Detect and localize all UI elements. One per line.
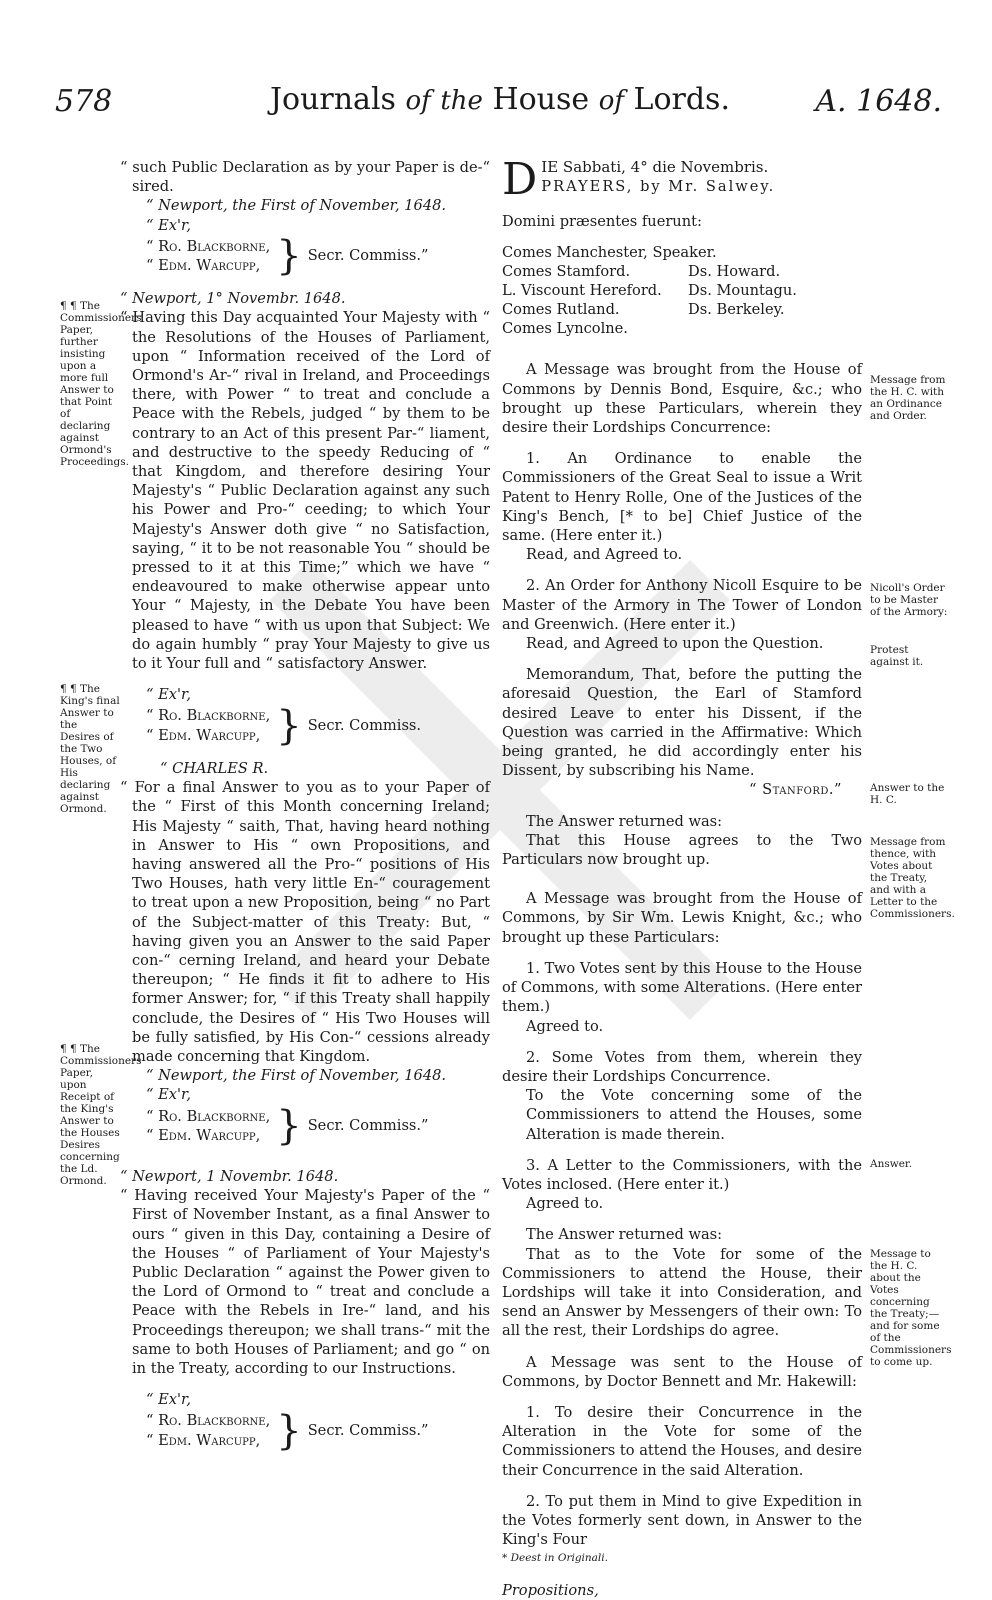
spacer (502, 1569, 862, 1581)
paragraph: “ For a final Answer to you as to your Paper of the “ First of this Month concerning Ireland; His Majesty “ saith, That, having heard nothing in Answer to His “ own Propositions, and having answered all the Pro-“ positions of His Two Houses, hath very little En-“ couragement to treat upon a new Proposition, being “ no Part of the Subject-matter of this Treaty: But, “ having given you an Answer to the said Paper con-“ cerning Ireland, and heard your Debate thereupon; “ He finds it fit to adhere to His former Answer; for, “ if this Treaty shall happily conclude, the Desires of “ His Two Houses will be fully satisfied, by His Con-“ cessions already made concerning that Kingdom. (120, 779, 490, 1065)
paragraph: 1. An Ordinance to enable the Commissioners of the Great Seal to issue a Writ Patent to Henry Rolle, One of the Justices of the King's Bench, [* to be] Chief Justice of the same. (Here enter it.) (502, 450, 862, 545)
spacer (502, 1480, 862, 1492)
signature-title: Secr. Commiss.” (307, 1421, 429, 1439)
footnote: * Deest in Originali. (502, 1552, 608, 1565)
paragraph: 2. An Order for Anthony Nicoll Esquire to be Master of the Armory in The Tower of London and Greenwich. (Here enter it.) (502, 577, 862, 633)
running-title (250, 82, 750, 117)
signature-names (146, 237, 270, 275)
signature-block (120, 233, 490, 280)
paragraph: A Message was sent to the House of Commons, by Doctor Bennett and Mr. Hakewill: (502, 1353, 862, 1390)
paragraph: A Message was brought from the House of Commons, by Sir Wm. Lewis Knight, &c.; who brought up these Particulars: (502, 890, 862, 946)
margin-note: Message from the H. C. with an Ordinance and Order. (870, 374, 946, 422)
lords-list-right (688, 262, 848, 319)
margin-note: ¶ ¶ The Commissioners Paper, further insisting upon a more full Answer to that Point of declaring against Ormond's Proceedings. (60, 300, 142, 468)
spacer (120, 747, 490, 759)
paragraph: The Answer returned was: (526, 812, 723, 830)
examiner-mark: “ Ex'r, (146, 686, 192, 704)
signatory: “ Ro. Blackborne, (146, 1107, 271, 1125)
lords-list-left (502, 262, 682, 338)
margin-note: Answer. (870, 1158, 913, 1170)
right-column (502, 154, 862, 1600)
section-heading: “ Newport, 1° Novembr. 1648. (120, 290, 346, 308)
lords-present-heading: Domini præsentes fuerunt: (502, 213, 702, 230)
paragraph: 1. Two Votes sent by this House to the House of Commons, with some Alterations. (Here enter them.) (502, 959, 862, 1016)
spacer (502, 564, 862, 576)
paragraph: Agreed to. (526, 1017, 604, 1035)
title-word: of (405, 86, 431, 116)
lord-name: Ds. Mountagu. (688, 282, 797, 300)
signature-title: Secr. Commiss. (307, 717, 422, 735)
margin-note: ¶ ¶ The King's final Answer to the Desires of the Two Houses, of His declaring against Ormond. (60, 683, 120, 815)
spacer (502, 1341, 862, 1353)
margin-note: ¶ ¶ The Commissioners Paper, upon Receipt of the King's Answer to the Houses Desires concerning the Ld. Ormond. (60, 1043, 142, 1187)
signatory: “ Edm. Warcupp, (146, 257, 261, 275)
spacer (502, 869, 862, 889)
paragraph: To the Vote concerning some of the Commissioners to attend the Houses, some Alteration is made therein. (526, 1087, 862, 1143)
lord-name: Ds. Berkeley. (688, 301, 785, 319)
margin-note: Message from thence, with Votes about the Treaty, and with a Letter to the Commissioners. (870, 836, 955, 920)
signature-block (120, 1407, 490, 1454)
spacer (120, 1378, 490, 1390)
brace-icon: } (276, 1102, 302, 1149)
lord-name: Comes Stamford. (502, 263, 631, 281)
title-word: Lords. (633, 82, 730, 117)
spacer (502, 1036, 862, 1048)
spacer (502, 348, 862, 360)
spacer (502, 1144, 862, 1156)
spacer (502, 1391, 862, 1403)
signature-block (120, 702, 490, 749)
signatory: “ Ro. Blackborne, (146, 1412, 271, 1430)
page-header (0, 72, 992, 142)
page-year: A. 1648. (815, 84, 942, 119)
signatory: “ Edm. Warcupp, (146, 1126, 261, 1144)
drop-cap: D (502, 154, 538, 205)
signatory: “ Edm. Warcupp, (146, 726, 261, 744)
examiner-mark: “ Ex'r, (146, 1391, 192, 1409)
signature: “ Stanford.” (749, 781, 842, 799)
margin-note: Nicoll's Order to be Master of the Armory: (870, 582, 948, 618)
margin-note: Message to the H. C. about the Votes concerning the Treaty;—and for some of the Commissioners to come up. (870, 1248, 952, 1368)
margin-note: Answer to the H. C. (870, 782, 945, 806)
catchword: Propositions, (502, 1581, 599, 1599)
page-number: 578 (55, 84, 113, 119)
section-heading: “ Newport, 1 Novembr. 1648. (120, 1167, 339, 1185)
brace-icon: } (276, 233, 302, 280)
title-word: the (440, 86, 483, 116)
speaker-line: Comes Manchester, Speaker. (502, 244, 717, 262)
spacer (502, 653, 862, 665)
paragraph: A Message was brought from the House of Commons by Dennis Bond, Esquire, &c.; who brought up these Particulars, wherein they desire their Lordships Concurrence: (502, 361, 862, 437)
signature-names (146, 1107, 270, 1145)
paragraph: Memorandum, That, before the putting the aforesaid Question, the Earl of Stamford desired Leave to enter his Dissent, if the Question was carried in the Affirmative: Which being granted, he did accordingly enter his Dissent, by subscribing his Name. (502, 666, 862, 780)
signatory: “ Ro. Blackborne, (146, 237, 271, 255)
paragraph: That this House agrees to the Two Particulars now brought up. (502, 831, 862, 869)
spacer (502, 947, 862, 959)
spacer (120, 277, 490, 289)
signature-block (120, 1102, 490, 1149)
dateline: “ Newport, the First of November, 1648. (146, 1067, 447, 1085)
paragraph: Read, and Agreed to. (526, 546, 683, 564)
lord-name: Ds. Howard. (688, 263, 781, 281)
prayers-line: PRAYERS, by Mr. Salwey. (541, 178, 776, 196)
spacer (502, 231, 862, 243)
lord-name: Comes Rutland. (502, 301, 620, 319)
paragraph: 2. Some Votes from them, wherein they desire their Lordships Concurrence. (502, 1048, 862, 1085)
dateline: “ Newport, the First of November, 1648. (146, 197, 447, 215)
signature-title: Secr. Commiss.” (307, 247, 429, 265)
spacer (502, 1213, 862, 1225)
section-heading: “ CHARLES R. (160, 759, 269, 777)
signature-names (146, 706, 270, 744)
day-heading-text: IE Sabbati, 4° die Novembris. (541, 158, 769, 176)
paragraph: Read, and Agreed to upon the Question. (526, 635, 824, 653)
spacer (502, 437, 862, 449)
paragraph: 3. A Letter to the Commissioners, with the Votes inclosed. (Here enter it.) (502, 1156, 862, 1193)
examiner-mark: “ Ex'r, (146, 1086, 192, 1104)
title-word: of (598, 86, 624, 116)
paragraph: “ Having received Your Majesty's Paper of the “ First of November Instant, as a final Answer to ours “ given in this Day, containing a Desire of the Houses “ of Parliament of Your Majesty's Public Declaration “ against the Power given to the Lord of Ormond to “ treat and conclude a Peace with the Rebels in Ire-“ land, and his Proceedings thereupon; we shall trans-“ mit the same to both Houses of Parliament; and go “ on in the Treaty, according to our Instructions. (120, 1187, 490, 1377)
paragraph: “ Having this Day acquainted Your Majesty with “ the Resolutions of the Houses of Parliament, upon “ Information received of the Lord of Ormond's Ar-“ rival in Ireland, and Proceedings there, with Power “ to treat and conclude a Peace with the Rebels, judged “ by them to be contrary to an Act of this present Par-“ liament, and destructive to the speedy Reducing of “ that Kingdom, and therefore desiring Your Majesty's “ Public Declaration against any such his Power and Pro-“ ceeding; to which Your Majesty's Answer doth give “ no Satisfaction, saying, “ it to be not reasonable You “ should be pressed to it at this Time;” which we have “ endeavoured to make otherwise appear unto Your “ Majesty, in the Debate You have been pleased to have “ with us upon that Subject: We do again humbly “ pray Your Majesty to give us to it Your full and “ satisfactory Answer. (120, 309, 490, 673)
spacer (120, 673, 490, 685)
signatory: “ Edm. Warcupp, (146, 1431, 261, 1449)
spacer (502, 200, 862, 212)
paragraph: Agreed to. (526, 1195, 604, 1213)
left-column (120, 158, 490, 1452)
title-word: Journals (269, 82, 396, 117)
paragraph: The Answer returned was: (526, 1226, 723, 1244)
brace-icon: } (276, 1407, 302, 1454)
paragraph: That as to the Vote for some of the Commissioners to attend the House, their Lordships will take it into Consideration, and send an Answer by Messengers of their own: To all the rest, their Lordships do agree. (502, 1245, 862, 1340)
paragraph: 2. To put them in Mind to give Expedition in the Votes formerly sent down, in Answer to the King's Four (502, 1492, 862, 1549)
margin-note: Protest against it. (870, 644, 924, 668)
paragraph: 1. To desire their Concurrence in the Alteration in the Vote for some of the Commissioners to attend the Houses, and desire their Concurrence in the said Alteration. (502, 1403, 862, 1479)
spacer (120, 1147, 490, 1167)
brace-icon: } (276, 702, 302, 749)
title-word: House (492, 82, 590, 117)
signatory: “ Ro. Blackborne, (146, 707, 271, 725)
spacer (502, 800, 862, 812)
lords-list (502, 262, 862, 348)
signature-names (146, 1411, 270, 1449)
examiner-mark: “ Ex'r, (146, 216, 192, 234)
signature-title: Secr. Commiss.” (307, 1117, 429, 1135)
lord-name: Comes Lyncolne. (502, 320, 628, 338)
paragraph: “ such Public Declaration as by your Paper is de-“ sired. (120, 159, 490, 196)
lord-name: L. Viscount Hereford. (502, 282, 662, 300)
